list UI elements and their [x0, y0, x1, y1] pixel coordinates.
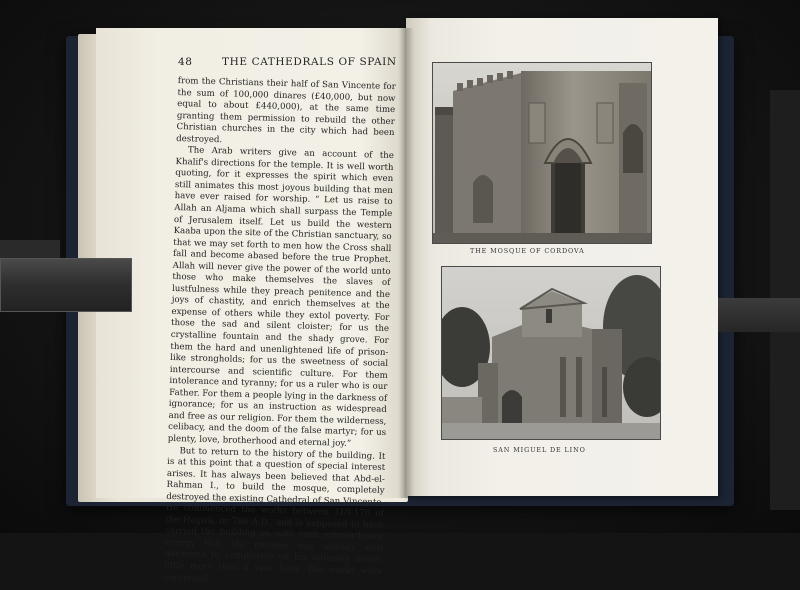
paragraph: from the Christians their half of San Vincente for the sum of 100,000 dinares (£40,000, but now equal to about £440,000), at the same time granting them permission to rebuild the other Christian churches in the city which had been destroyed. — [176, 76, 396, 145]
church-illustration — [442, 267, 660, 439]
paragraph: But to return to the history of the building. It is at this point that a question of special interest arises. It has always been believed that Abd-el-Rahman I., to build the mosque, completely destroyed the existing Cathedral of San Vincente. He commenced the works between 169-170 of the Hegira, or 786 A.D., and is supposed to have carried the building on with such extraordinary energy that the mosque was already well advanced to completion on his untimely death, little more than a year later. The works were continued — [163, 445, 386, 584]
page-number: 48 — [178, 56, 193, 68]
page-header — [178, 56, 396, 70]
body-text — [164, 76, 396, 590]
mosque-photo — [432, 62, 652, 244]
caption-bottom: SAN MIGUEL DE LINO — [493, 446, 586, 454]
mosque-illustration — [433, 63, 651, 243]
paragraph: The Arab writers give an account of the Khalif's directions for the temple. It is well worth quoting, for it expresses the spirit which even still animates this most joyous building that men have ever raised for worship. “ Let us raise to Allah an Aljama which shall surpass the Temple of Jerusalem itself. Let us build the western Kaaba upon the site of the Christian sanctuary, so that we may set forth to men how the Cross shall fall and become abased before the true Prophet. Allah will never give the power of the world unto those who make themselves the slaves of lustfulness while they preach penitence and the joys of chastity, and enrich themselves at the expense of others while they extol poverty. For those the sad and silent cloister; for us the crystalline fountain and the shady grove. For them the hard and unenlightened life of prison-like strongholds; for us the sweetness of social intercourse and scientific culture. For them intolerance and tyranny; for us a ruler who is our Father. For them a people lying in the darkness of ignorance; for us an instruction as widespread and free as our religion. For them the wilderness, celibacy, and the doom of the false martyr; for us plenty, love, brotherhood and eternal joy.” — [167, 145, 394, 449]
running-head: THE CATHEDRALS OF SPAIN — [222, 56, 397, 68]
book-gutter — [398, 28, 414, 498]
caption-top: THE MOSQUE OF CORDOVA — [470, 247, 585, 255]
page-clamp-left — [0, 258, 132, 312]
church-photo — [441, 266, 661, 440]
clamp-rod — [0, 240, 60, 258]
page-clamp-right — [718, 298, 800, 332]
